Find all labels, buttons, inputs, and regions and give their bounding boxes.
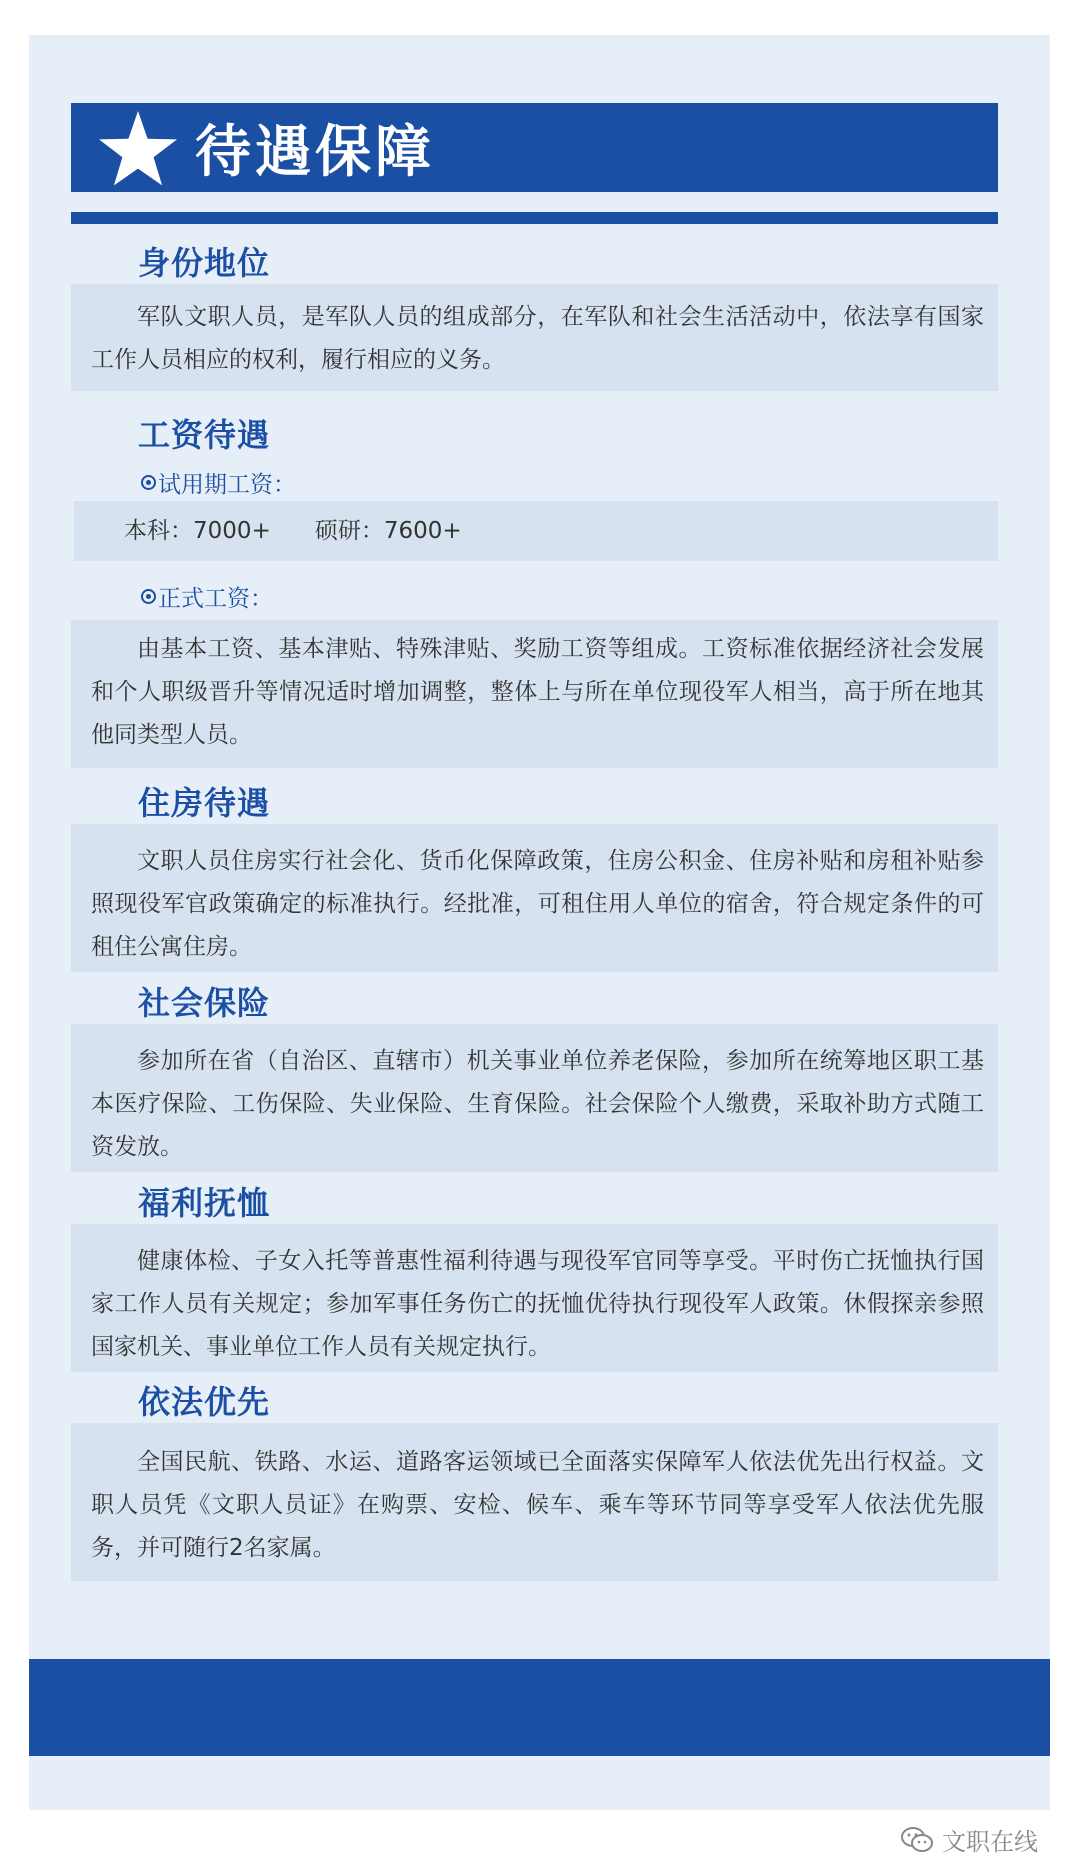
sub-heading-probation (141, 466, 296, 499)
content-box-status (71, 284, 998, 391)
welfare-text: 健康体检、子女入托等普惠性福利待遇与现役军官同等享受。平时伤亡抚恤执行国家工作人员有关规定；参加军事任务伤亡的抚恤优待执行现役军人政策。休假探亲参照国家机关、事业单位工作人员有关规定执行。 (91, 1248, 984, 1360)
content-box-priority (71, 1423, 998, 1581)
salary-bachelor: 本科：7000+ (124, 518, 271, 544)
content-box-housing (71, 824, 998, 972)
wechat-icon (900, 1826, 934, 1854)
watermark-text: 文职在线 (942, 1828, 1038, 1856)
content-box-probation (74, 501, 998, 561)
target-icon (141, 475, 156, 490)
probation-label: 试用期工资： (158, 472, 296, 498)
content-box-welfare (71, 1224, 998, 1372)
page-title: 待遇保障 (195, 119, 435, 185)
content-box-formal (71, 620, 998, 768)
bottom-banner (29, 1659, 1050, 1756)
section-heading-insurance: 社会保险 (138, 984, 271, 1022)
salary-master: 硕研：7600+ (314, 518, 462, 544)
section-heading-housing: 住房待遇 (138, 784, 271, 822)
section-heading-status: 身份地位 (138, 244, 271, 282)
probation-salary-row (74, 501, 998, 561)
title-underline (71, 212, 998, 224)
watermark (900, 1822, 1038, 1857)
housing-text: 文职人员住房实行社会化、货币化保障政策，住房公积金、住房补贴和房租补贴参照现役军官政策确定的标准执行。经批准，可租住用人单位的宿舍，符合规定条件的可租住公寓住房。 (91, 848, 984, 960)
formal-label: 正式工资： (158, 586, 273, 612)
star-icon (97, 110, 179, 186)
section-heading-welfare: 福利抚恤 (138, 1184, 271, 1222)
section-heading-priority: 依法优先 (138, 1383, 271, 1421)
status-text: 军队文职人员，是军队人员的组成部分，在军队和社会生活活动中，依法享有国家工作人员相应的权利，履行相应的义务。 (91, 304, 984, 373)
content-box-insurance (71, 1024, 998, 1172)
section-heading-salary: 工资待遇 (138, 416, 271, 454)
title-banner (71, 103, 998, 192)
formal-salary-text: 由基本工资、基本津贴、特殊津贴、奖励工资等组成。工资标准依据经济社会发展和个人职级晋升等情况适时增加调整，整体上与所在单位现役军人相当，高于所在地其他同类型人员。 (91, 636, 984, 748)
target-icon (141, 589, 156, 604)
priority-text: 全国民航、铁路、水运、道路客运领域已全面落实保障军人依法优先出行权益。文职人员凭《文职人员证》在购票、安检、候车、乘车等环节同等享受军人依法优先服务，并可随行2名家属。 (91, 1449, 984, 1561)
insurance-text: 参加所在省（自治区、直辖市）机关事业单位养老保险，参加所在统筹地区职工基本医疗保险、工伤保险、失业保险、生育保险。社会保险个人缴费，采取补助方式随工资发放。 (91, 1048, 984, 1160)
sub-heading-formal (141, 580, 273, 613)
